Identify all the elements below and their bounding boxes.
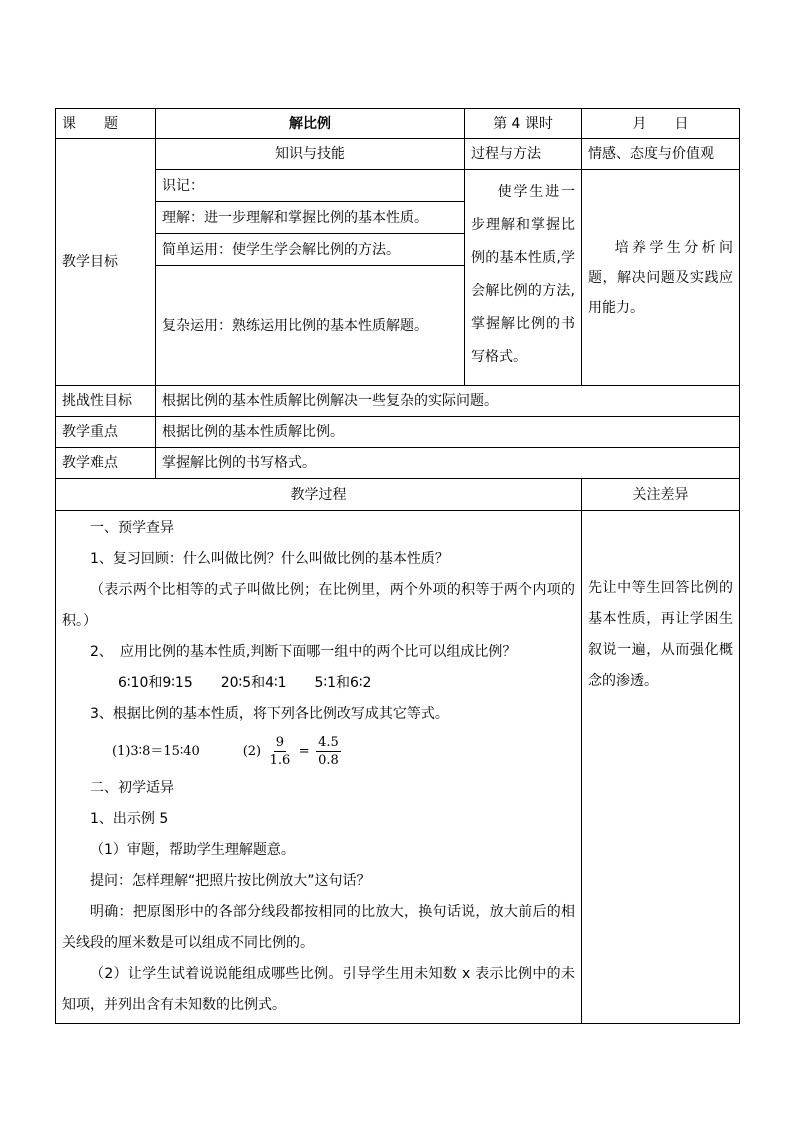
- subject-label: 课 题: [56, 109, 156, 139]
- goals-col-process: 过程与方法: [465, 139, 582, 170]
- fraction-1-denominator: 1.6: [269, 752, 291, 768]
- fraction-1: [268, 734, 293, 769]
- lesson-date: 月 日: [582, 109, 740, 139]
- knowledge-row-1: [56, 170, 740, 202]
- diff-header: 关注差异: [582, 479, 740, 511]
- goals-label: 教学目标: [56, 139, 156, 386]
- step-1: （1）审题，帮助学生理解题意。: [90, 842, 295, 858]
- fraction-2-denominator: 0.8: [318, 752, 339, 768]
- clarify-text: 明确：把原图形中的各部分线段都按相同的比放大，换句话说，放大前后的相关线段的厘米数是可以组成不同比例的。: [62, 904, 575, 951]
- fraction-2-numerator: 4.5: [318, 734, 339, 750]
- difficulty-row: [56, 448, 740, 479]
- section-1-title: 一、预学查异: [90, 520, 174, 536]
- challenge-label: 挑战性目标: [56, 386, 156, 417]
- difficulty-text: 掌握解比例的书写格式。: [156, 448, 740, 479]
- question-2: 2、 应用比例的基本性质,判断下面哪一组中的两个比可以组成比例？: [90, 644, 517, 660]
- knowledge-item-1: 识记：: [156, 170, 465, 202]
- process-body-row: [56, 511, 740, 1024]
- difficulty-label: 教学难点: [56, 448, 156, 479]
- header-row: [56, 109, 740, 139]
- fraction-2: [316, 734, 341, 769]
- goals-col-attitude: 情感、态度与价值观: [582, 139, 740, 170]
- key-point-label: 教学重点: [56, 417, 156, 448]
- process-header: 教学过程: [56, 479, 582, 511]
- question-1-answer: （表示两个比相等的式子叫做比例；在比例里，两个外项的积等于两个内项的积。）: [62, 582, 575, 629]
- lesson-plan-table: [55, 108, 740, 1024]
- attitude-text: 培养学生分析问题，解决问题及实践应用能力。: [588, 239, 733, 316]
- question-2-options: 6∶10和9∶15 20∶5和4∶1 5∶1和6∶2: [118, 675, 372, 691]
- lesson-title: 解比例: [156, 109, 465, 139]
- challenge-text: 根据比例的基本性质解比例解决一些复杂的实际问题。: [156, 386, 740, 417]
- challenge-row: [56, 386, 740, 417]
- key-point-row: [56, 417, 740, 448]
- process-method-cell: [465, 170, 582, 386]
- knowledge-item-4: 复杂运用：熟练运用比例的基本性质解题。: [156, 266, 465, 386]
- ask-text: 提问：怎样理解“把照片按比例放大”这句话？: [90, 873, 371, 889]
- equals-sign: =: [298, 744, 310, 759]
- example-title: 1、出示例 5: [90, 811, 169, 827]
- diff-body: [582, 511, 740, 1024]
- section-2-title: 二、初学适异: [90, 780, 174, 796]
- lesson-period: 第 4 课时: [465, 109, 582, 139]
- knowledge-item-3: 简单运用：使学生学会解比例的方法。: [156, 234, 465, 266]
- goals-col-knowledge: 知识与技能: [156, 139, 465, 170]
- process-header-row: [56, 479, 740, 511]
- question-3: 3、根据比例的基本性质，将下列各比例改写成其它等式。: [90, 706, 449, 722]
- step-2: （2）让学生试着说说能组成哪些比例。引导学生用未知数 x 表示比例中的未知项，并列出含有未知数的比例式。: [62, 966, 575, 1013]
- question-1: 1、复习回顾：什么叫做比例？什么叫做比例的基本性质？: [90, 551, 449, 567]
- fraction-1-numerator: 9: [275, 734, 285, 750]
- process-body: [56, 511, 582, 1024]
- equation-2-prefix: (2): [242, 744, 262, 759]
- equation-1: (1)3∶8＝15∶40: [112, 744, 200, 759]
- key-point-text: 根据比例的基本性质解比例。: [156, 417, 740, 448]
- process-method-text: 使学生进一步理解和掌握比例的基本性质,学会解比例的方法,掌握解比例的书写格式。: [471, 184, 575, 365]
- attitude-cell: [582, 170, 740, 386]
- knowledge-item-2: 理解：进一步理解和掌握比例的基本性质。: [156, 202, 465, 234]
- diff-note: 先让中等生回答比例的基本性质，再让学困生叙说一遍，从而强化概念的渗透。: [588, 580, 733, 689]
- goals-header-row: [56, 139, 740, 170]
- question-3-equations: [62, 730, 575, 773]
